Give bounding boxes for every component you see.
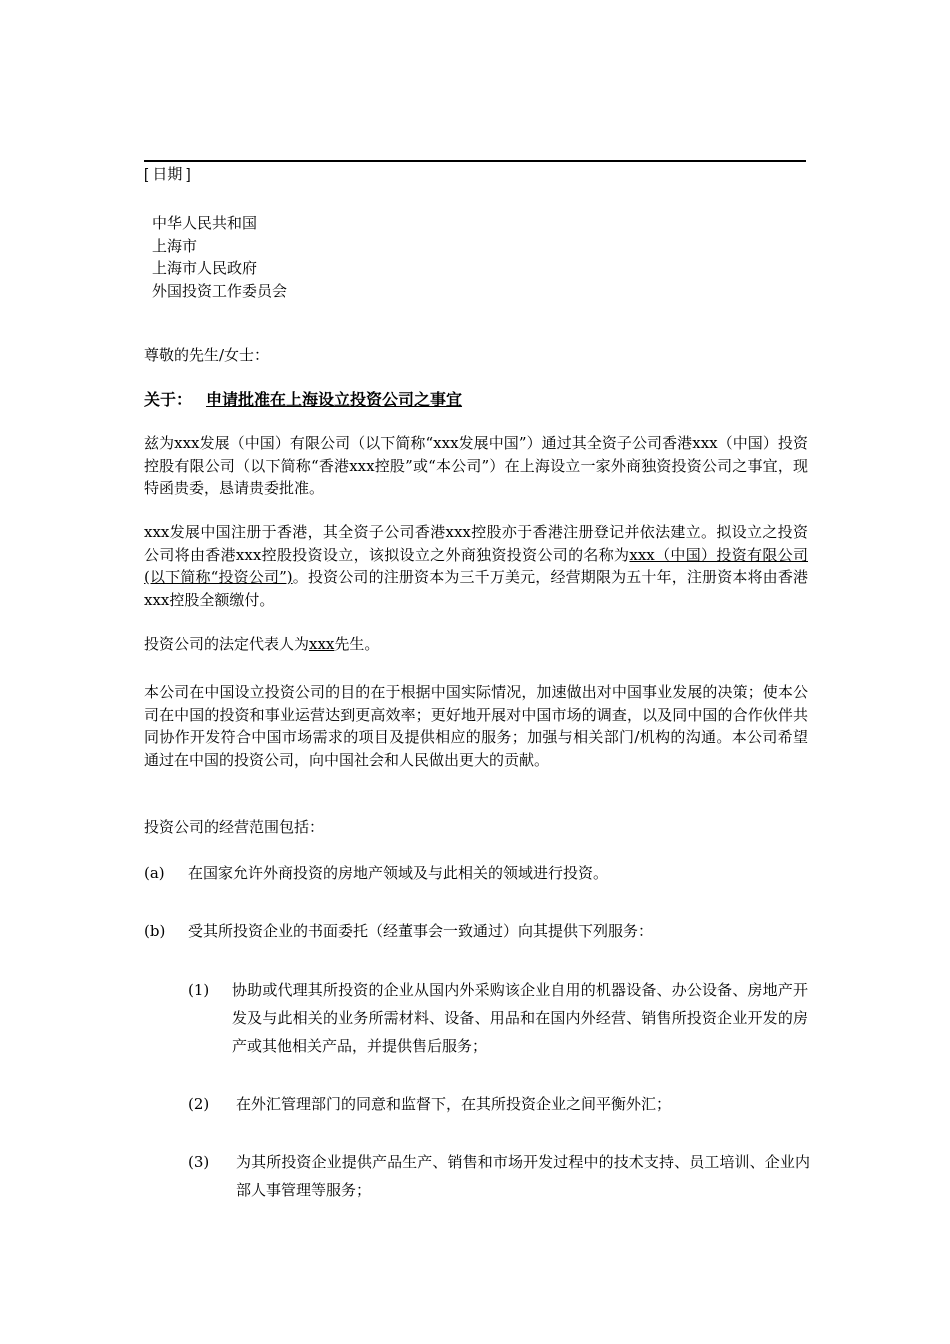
addressee-line: 中华人民共和国 xyxy=(152,214,258,232)
addressee-line: 上海市人民政府 xyxy=(152,259,258,277)
paragraph-intro: 兹为xxx发展（中国）有限公司（以下简称“xxx发展中国”）通过其全资子公司香港xxx（中国）投资控股有限公司（以下简称“香港xxx控股”或“本公司”）在上海设立一家外商独资投资公司之事宜，现特函贵委，恳请贵委批准。 xyxy=(144,434,808,497)
subject-label: 关于： xyxy=(144,390,193,409)
addressee-line: 外国投资工作委员会 xyxy=(152,281,288,300)
subject-line xyxy=(144,388,462,412)
list-marker: (b) xyxy=(144,922,166,940)
list-marker: (3) xyxy=(188,1153,210,1171)
paragraph-legal-rep xyxy=(144,633,808,656)
list-item-text: 在国家允许外商投资的房地产领域及与此相关的领域进行投资。 xyxy=(188,864,609,882)
paragraph-text: 投资公司的法定代表人为 xyxy=(144,635,310,653)
list-item-text: 协助或代理其所投资的企业从国内外采购该企业自用的机器设备、办公设备、房地产开发及与此相关的业务所需材料、设备、用品和在国内外经营、销售所投资企业开发的房产或其他相关产品，并提供售后服务； xyxy=(232,981,808,1055)
paragraph-company-info xyxy=(144,521,808,611)
subject-title: 申请批准在上海设立投资公司之事宜 xyxy=(206,390,463,409)
paragraph-scope-intro: 投资公司的经营范围包括： xyxy=(144,818,325,836)
list-marker: (a) xyxy=(144,864,165,882)
date-placeholder: [ 日期 ] xyxy=(144,166,191,183)
list-item-text: 为其所投资企业提供产品生产、销售和市场开发过程中的技术支持、员工培训、企业内部人事管理等服务； xyxy=(236,1153,810,1199)
company-name: xxx（中国）投资有限公司(以下简称“投资公司”) xyxy=(144,545,808,586)
paragraph-text: 先生。 xyxy=(334,635,380,653)
list-marker: (2) xyxy=(188,1095,210,1113)
list-marker: (1) xyxy=(188,981,210,999)
addressee-line: 上海市 xyxy=(152,236,198,255)
list-item-text: 受其所投资企业的书面委托（经董事会一致通过）向其提供下列服务： xyxy=(188,922,654,940)
paragraph-purpose: 本公司在中国设立投资公司的目的在于根据中国实际情况，加速做出对中国事业发展的决策；使本公司在中国的投资和事业运营达到更高效率；更好地开展对中国市场的调查，以及同中国的合作伙伴共同协作开发符合中国市场需求的项目及提供相应的服务；加强与相关部门/机构的沟通。本公司希望通过在中国的投资公司，向中国社会和人民做出更大的贡献。 xyxy=(144,683,808,769)
paragraph-text: 。投资公司的注册资本为三千万美元，经营期限为五十年，注册资本将由香港xxx控股全额缴付。 xyxy=(144,568,808,609)
addressee-block xyxy=(152,212,287,302)
legal-rep-name: xxx xyxy=(309,635,335,653)
paragraph-text: xxx发展中国注册于香港，其全资子公司香港xxx控股亦于香港注册登记并依法建立。拟设立之投资公司将由香港xxx控股投资设立，该拟设立之外商独资投资公司的名称为 xyxy=(144,523,808,564)
header-rule xyxy=(144,160,806,162)
salutation: 尊敬的先生/女士： xyxy=(144,346,270,364)
list-item-text: 在外汇管理部门的同意和监督下，在其所投资企业之间平衡外汇； xyxy=(236,1095,672,1113)
